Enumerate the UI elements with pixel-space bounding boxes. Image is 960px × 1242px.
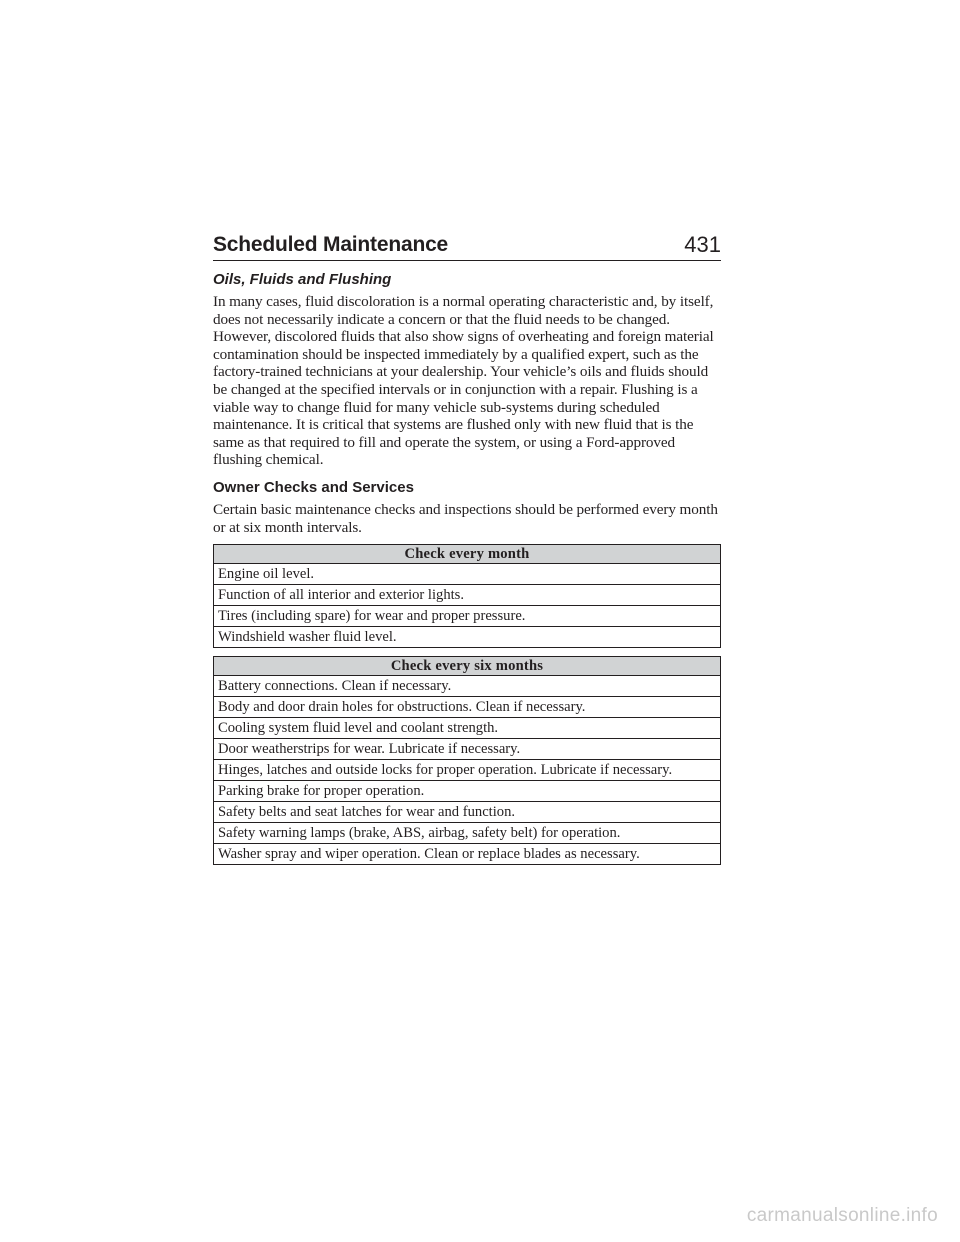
table-row [214,781,721,802]
table-cell: Door weatherstrips for wear. Lubricate if necessary. [214,739,721,760]
owner-checks-paragraph: Certain basic maintenance checks and inspections should be performed every month or at six month intervals. [213,500,718,536]
table-cell: Function of all interior and exterior lights. [214,585,721,606]
table-row [214,823,721,844]
table-cell: Parking brake for proper operation. [214,781,721,802]
table-cell: Body and door drain holes for obstructions. Clean if necessary. [214,697,721,718]
owner-checks-heading: Owner Checks and Services [213,478,414,496]
table-cell: Windshield washer fluid level. [214,627,721,648]
table-row [214,606,721,627]
table-row [214,676,721,697]
table-cell: Engine oil level. [214,564,721,585]
manual-page [213,228,721,865]
table-header-row [214,657,721,676]
table-row [214,585,721,606]
six-month-check-table [213,656,721,865]
watermark-link[interactable]: carmanualsonline.info [746,1205,938,1226]
table-row [214,627,721,648]
table-row [214,760,721,781]
monthly-table-header: Check every month [214,545,721,564]
table-cell: Washer spray and wiper operation. Clean or replace blades as necessary. [214,844,721,865]
running-header [213,228,721,261]
table-cell: Hinges, latches and outside locks for proper operation. Lubricate if necessary. [214,760,721,781]
table-row [214,739,721,760]
page-number: 431 [684,232,721,257]
table-cell: Battery connections. Clean if necessary. [214,676,721,697]
table-cell: Safety warning lamps (brake, ABS, airbag, safety belt) for operation. [214,823,721,844]
six-month-table-header: Check every six months [214,657,721,676]
table-cell: Cooling system fluid level and coolant strength. [214,718,721,739]
oils-fluids-heading: Oils, Fluids and Flushing [213,271,392,288]
table-cell: Safety belts and seat latches for wear and function. [214,802,721,823]
table-row [214,802,721,823]
monthly-check-table [213,544,721,648]
table-row [214,697,721,718]
oils-fluids-paragraph: In many cases, fluid discoloration is a normal operating characteristic and, by itself, does not necessarily indicate a concern or that the fluid needs to be changed. However, discolored fluids that also show signs of overheating and foreign material contamination should be inspected immediately by a qualified expert, such as the factory-trained technicians at your dealership. Your vehicle’s oils and fluids should be changed at the specified intervals or in conjunction with a repair. Flushing is a viable way to change fluid for many vehicle sub-systems during scheduled maintenance. It is critical that systems are flushed only with new fluid that is the same as that required to fill and operate the system, or using a Ford-approved flushing chemical. [213,293,714,469]
table-row [214,844,721,865]
table-row [214,718,721,739]
section-title: Scheduled Maintenance [213,233,449,256]
table-row [214,564,721,585]
table-header-row [214,545,721,564]
table-cell: Tires (including spare) for wear and proper pressure. [214,606,721,627]
